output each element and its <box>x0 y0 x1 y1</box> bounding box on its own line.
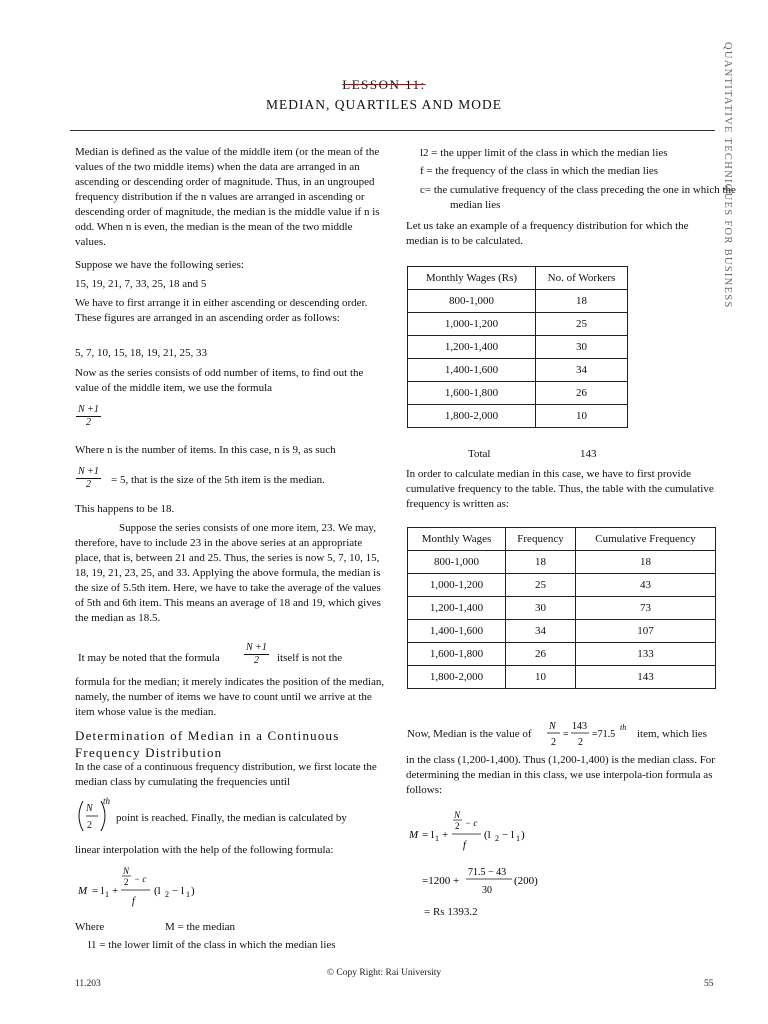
left-paragraph-9b: itself is not the <box>277 652 343 664</box>
bracket-denominator: 2 <box>87 820 92 831</box>
table-row: 1,600-1,800 26 <box>408 382 628 405</box>
section-heading: Determination of Median in a Continuous Frequency Distribution <box>75 728 340 760</box>
median-formula-right <box>407 806 537 856</box>
n-over-2-expression <box>546 716 636 752</box>
formula-position-3: $\frac{N +1}{2}$ <box>246 642 267 666</box>
svg-text:1: 1 <box>186 890 190 899</box>
svg-text:N: N <box>123 866 130 876</box>
header-rule <box>70 130 715 131</box>
svg-text:30: 30 <box>482 885 492 896</box>
svg-text:143: 143 <box>572 721 587 732</box>
left-paragraph-4: Now as the series consists of odd number of items, to find out the value of the middle item, we use the formula <box>75 367 364 394</box>
right-paragraph-1: Let us take an example of a frequency distribution for which the median is to be calculated. <box>406 220 689 247</box>
table-row: 1,400-1,600 34 107 <box>408 620 716 643</box>
page-number: 55 <box>704 979 714 989</box>
l1-definition: l1 = the lower limit of the class in which the median lies <box>88 939 336 951</box>
formula-position-2: $\frac{N +1}{2}$ <box>78 466 99 490</box>
svg-text:(200): (200) <box>514 875 538 887</box>
wages-table-header: Monthly Wages (Rs) <box>408 267 536 290</box>
table-row: 1,000-1,200 25 <box>408 313 628 336</box>
series-1: 15, 19, 21, 7, 33, 25, 18 and 5 <box>75 278 207 290</box>
wages-table-header: No. of Workers <box>536 267 628 290</box>
table-row: 1,800-2,000 10 143 <box>408 666 716 689</box>
svg-text:− c: − c <box>465 818 478 828</box>
table-row: 1,400-1,600 34 <box>408 359 628 382</box>
substitution-formula-text <box>0 6 1 7</box>
left-paragraph-12: point is reached. Finally, the median is calculated by <box>116 812 347 824</box>
svg-text:): ) <box>191 885 195 897</box>
left-paragraph-13: linear interpolation with the help of the following formula: <box>75 844 334 856</box>
cumulative-table <box>407 527 716 689</box>
c-definition: c= the cumulative frequency of the class preceding the one in which the median lies <box>420 184 736 211</box>
median-formula-right-text <box>0 4 1 5</box>
table-row: 1,200-1,400 30 73 <box>408 597 716 620</box>
total-value: 143 <box>580 448 597 460</box>
svg-text:− l: − l <box>172 885 185 897</box>
right-paragraph-2: In order to calculate median in this case, we have to first provide cumulative frequency to the table. Thus, the table with the cumulative frequency is written as: <box>406 468 714 510</box>
left-paragraph-9a: It may be noted that the formula <box>78 652 220 664</box>
svg-text:− l: − l <box>502 829 515 841</box>
where-label: Where <box>75 921 105 933</box>
table-row: 1,200-1,400 30 <box>408 336 628 359</box>
series-2: 5, 7, 10, 15, 18, 19, 21, 25, 33 <box>75 347 207 359</box>
svg-text:+: + <box>112 885 119 897</box>
table-row: 800-1,000 18 18 <box>408 551 716 574</box>
svg-text:): ) <box>521 829 525 841</box>
svg-text:f: f <box>463 840 466 851</box>
cumulative-table-header: Cumulative Frequency <box>576 528 716 551</box>
left-paragraph-7: This happens to be 18. <box>75 503 175 515</box>
svg-text:1: 1 <box>105 890 109 899</box>
n-over-2-expression-text <box>0 2 1 3</box>
svg-text:N: N <box>549 721 556 732</box>
footer-left-code: 11.203 <box>75 979 101 989</box>
svg-text:− c: − c <box>134 874 147 884</box>
bracket-numerator: N <box>86 803 93 814</box>
left-paragraph-3: We have to first arrange it in either ascending or descending order. These figures are arranged in an ascending order as follows: <box>75 297 368 324</box>
svg-text:=: = <box>563 729 569 740</box>
left-paragraph-1: Median is defined as the value of the middle item (or the mean of the values of the two middle items) when the data are arranged in an ascending or descending order of magnitude. Thus, in an ungrouped frequency distribution if the n values are arranged in ascending or descending order of magnitude, the median is the middle value if n is odd. When n is even, the median is the mean of the two middle values. <box>75 146 380 248</box>
f-definition: f = the frequency of the class in which the median lies <box>420 165 659 177</box>
right-paragraph-4: in the class (1,200-1,400). Thus (1,200-1,400) is the median class. For determining the median in this class, we use interpola-tion formula as follows: <box>406 754 715 796</box>
left-paragraph-5: Where n is the number of items. In this case, n is 9, as such <box>75 444 336 456</box>
svg-text:M: M <box>78 885 88 897</box>
copyright: © Copy Right: Rai University <box>326 968 442 978</box>
table-row: 1,000-1,200 25 43 <box>408 574 716 597</box>
svg-text:1: 1 <box>435 834 439 843</box>
left-paragraph-2: Suppose we have the following series: <box>75 259 244 271</box>
svg-text:2: 2 <box>124 877 129 887</box>
svg-text:2: 2 <box>578 737 583 748</box>
right-paragraph-3b: item, which lies <box>637 728 707 740</box>
svg-text:71.5 − 43: 71.5 − 43 <box>468 867 507 878</box>
svg-text:M: M <box>409 829 419 841</box>
svg-text:(l: (l <box>484 829 491 841</box>
page-title: MEDIAN, QUARTILES AND MODE <box>266 97 502 112</box>
cumulative-table-header: Monthly Wages <box>408 528 506 551</box>
table-row: 800-1,000 18 <box>408 290 628 313</box>
svg-text:2: 2 <box>551 737 556 748</box>
lesson-label: LESSON 11: <box>342 77 426 92</box>
left-paragraph-8: Suppose the series consists of one more item, 23. We may, therefore, have to include 23 in the above series at an appropriate place, that is, between 21 and 25. Thus, the series is now 5, 7, 10, 15, 18, 19, 21, 23, 25, and 33. Applying the above formula, the median is the size of 5.5th item. Here, we have to take the average of the values of 5th and 6th item. This means an average of 18 and 19, which gives the median as 18.5. <box>75 522 381 624</box>
left-paragraph-6: = 5, that is the size of the 5th item is the median. <box>111 474 325 486</box>
side-running-title: QUANTITATIVE TECHNIQUES FOR BUSINESS <box>722 42 733 309</box>
median-formula-left <box>74 860 224 912</box>
m-definition: M = the median <box>165 921 236 933</box>
svg-text:th: th <box>620 723 627 732</box>
wages-table <box>407 266 628 428</box>
svg-text:2: 2 <box>495 834 499 843</box>
svg-text:= l: = l <box>92 885 105 897</box>
svg-text:2: 2 <box>455 821 460 831</box>
svg-text:2: 2 <box>165 890 169 899</box>
svg-text:f: f <box>132 896 135 907</box>
svg-text:=1200 +: =1200 + <box>422 875 460 887</box>
svg-text:=71.5: =71.5 <box>592 729 616 740</box>
left-paragraph-11: In the case of a continuous frequency distribution, we first locate the median class by cumulating the frequencies until <box>75 761 377 788</box>
bracket-superscript: th <box>103 796 111 806</box>
svg-text:= l: = l <box>422 829 435 841</box>
formula-position-1: $\frac{N +1}{2}$ <box>78 404 99 428</box>
svg-text:N: N <box>454 810 461 820</box>
svg-text:+: + <box>442 829 449 841</box>
svg-text:(l: (l <box>154 885 161 897</box>
total-label: Total <box>468 448 491 460</box>
cumulative-table-header: Frequency <box>506 528 576 551</box>
median-formula-left-text <box>0 0 1 1</box>
table-row: 1,600-1,800 26 133 <box>408 643 716 666</box>
l2-definition: l2 = the upper limit of the class in which the median lies <box>420 147 668 159</box>
median-result: = Rs 1393.2 <box>424 906 478 918</box>
right-paragraph-3a: Now, Median is the value of <box>407 728 532 740</box>
svg-text:1: 1 <box>516 834 520 843</box>
table-row: 1,800-2,000 10 <box>408 405 628 428</box>
left-paragraph-10: formula for the median; it merely indicates the position of the median, namely, the number of items we have to count until we arrive at the item whose value is the median. <box>75 676 385 718</box>
substitution-formula <box>420 862 550 900</box>
